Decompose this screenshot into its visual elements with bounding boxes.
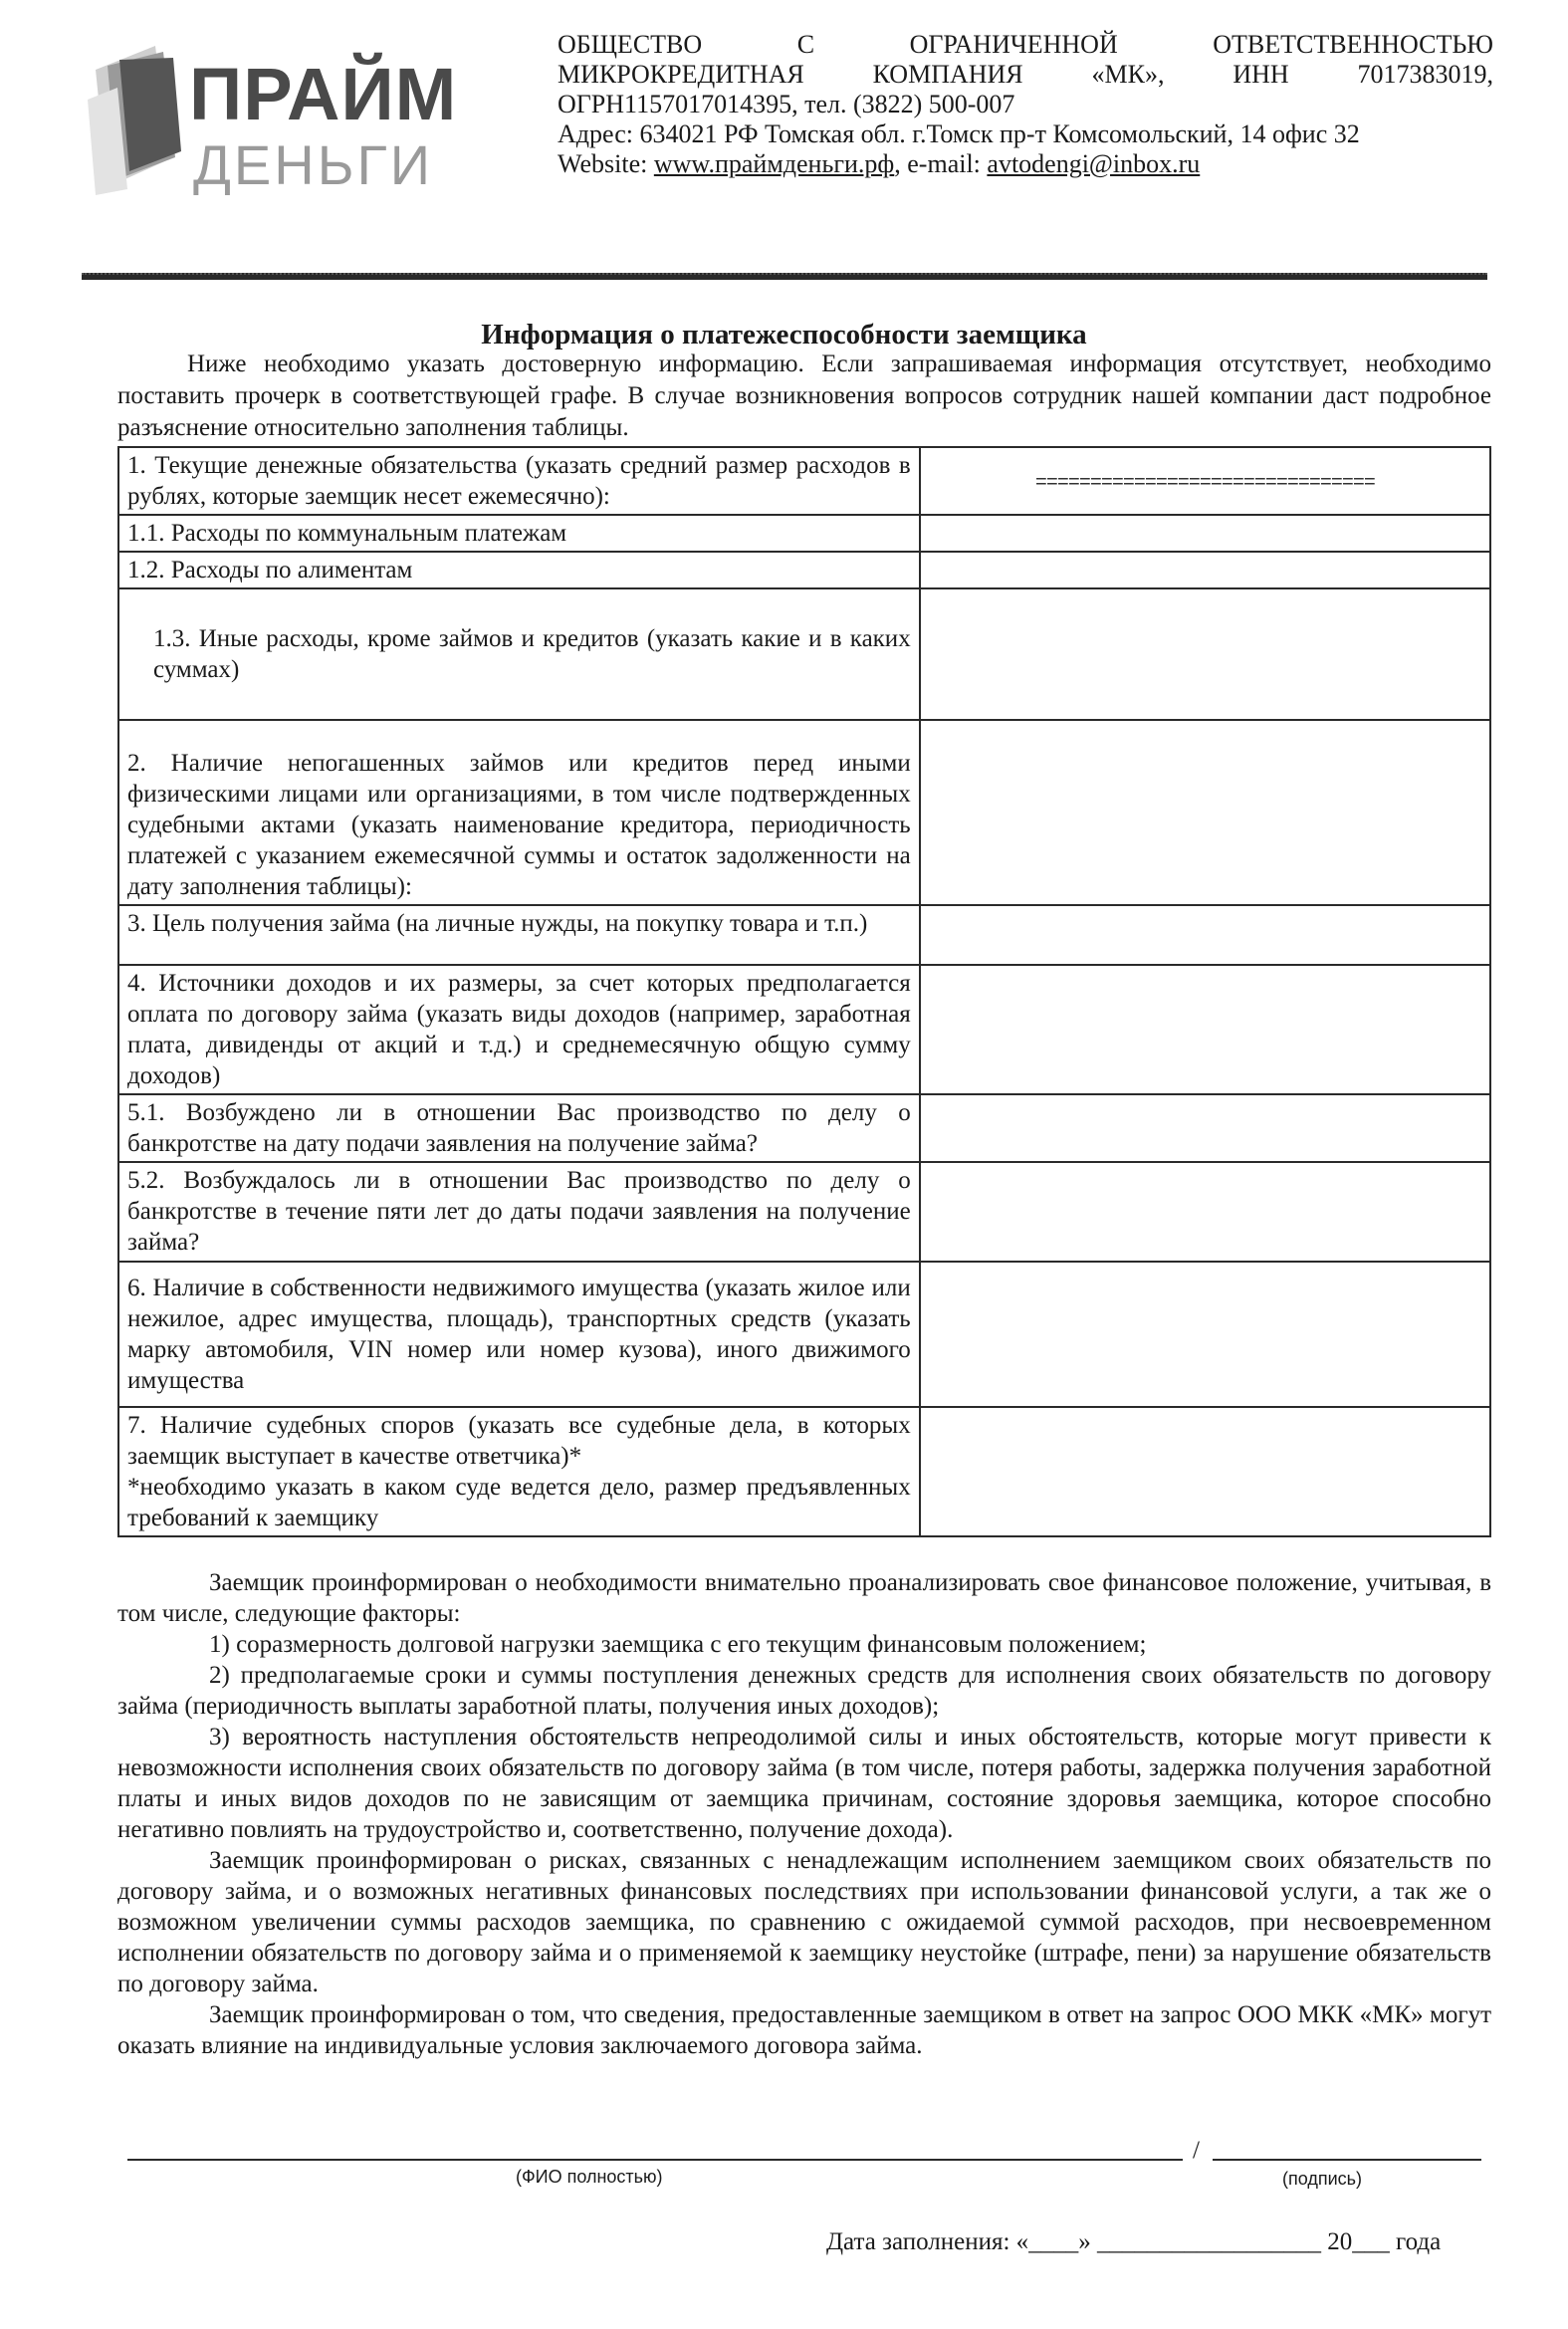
answer-dashes: =============================== [1034,472,1375,495]
question-cell: 1.1. Расходы по коммунальным платежам [118,515,920,552]
table-row [118,588,1490,720]
logo-text-secondary: ДЕНЬГИ [193,133,434,196]
question-cell: 5.2. Возбуждалось ли в отношении Вас производство по делу о банкротстве в течение пяти лет до даты подачи заявления на получение займа? [118,1162,920,1262]
company-address: Адрес: 634021 РФ Томская обл. г.Томск пр-т Комсомольский, 14 офис 32 [558,119,1360,148]
answer-cell [920,447,1490,515]
table-row [118,1094,1490,1162]
question-cell: 1.3. Иные расходы, кроме займов и кредитов (указать какие и в каких суммах) [118,588,920,720]
borrower-notice [117,1567,1491,2061]
signature-block [117,2129,1491,2189]
answer-field[interactable] [920,1262,1490,1407]
answer-field[interactable] [920,1162,1490,1262]
answer-field[interactable] [920,515,1490,552]
fill-date-line: Дата заполнения: «____» __________________ 20___ года [826,2228,1442,2255]
question-cell: 5.1. Возбуждено ли в отношении Вас производство по делу о банкротстве на дату подачи заявления на получение займа? [118,1094,920,1162]
signature-caption: (подпись) [1282,2169,1363,2189]
question-cell: 1. Текущие денежные обязательства (указать средний размер расходов в рублях, которые заемщик несет ежемесячно): [118,447,920,515]
full-name-field[interactable] [127,2159,1183,2161]
question-cell: 2. Наличие непогашенных займов или кредитов перед иными физическими лицами или организациями, в том числе подтвержденных судебными актами (указать наименование кредитора, периодичность платежей с указанием ежемесячной суммы и остаток задолженности на дату заполнения таблицы): [118,720,920,905]
answer-field[interactable] [920,905,1490,965]
signature-field[interactable] [1213,2159,1481,2161]
table-row [118,447,1490,515]
full-name-caption: (ФИО полностью) [516,2167,663,2187]
answer-field[interactable] [920,552,1490,588]
company-name-line-1: ОБЩЕСТВО С ОГРАНИЧЕННОЙ ОТВЕТСТВЕННОСТЬЮ [558,30,1493,59]
table-row [118,1407,1490,1536]
borrower-info-table [117,446,1491,1537]
document-title: Информация о платежеспособности заемщика [481,319,1087,350]
answer-field[interactable] [920,588,1490,720]
logo-emblem-icon [78,40,187,199]
table-row [118,1262,1490,1407]
date-day-field[interactable]: ____ [1028,2228,1079,2255]
answer-field[interactable] [920,1094,1490,1162]
date-year-field[interactable]: ___ [1352,2228,1390,2255]
answer-field[interactable] [920,1407,1490,1536]
fill-date-label: Дата заполнения: « [826,2228,1029,2255]
email-link[interactable]: avtodengi@inbox.ru [987,149,1201,178]
signature-separator: / [1193,2137,1200,2164]
question-cell: 7. Наличие судебных споров (указать все судебные дела, в которых заемщик выступает в качестве ответчика)* *необходимо указать в каком суде ведется дело, размер предъявленных требований к заемщику [118,1407,920,1536]
company-logo [78,40,456,199]
question-cell: 4. Источники доходов и их размеры, за счет которых предполагается оплата по договору займа (указать виды доходов (например, заработная плата, дивиденды от акций и т.д.) и среднемесячную общую сумму доходов) [118,965,920,1094]
table-row [118,965,1490,1094]
logo-text-primary: ПРАЙМ [189,53,458,135]
table-row [118,905,1490,965]
intro-paragraph: Ниже необходимо указать достоверную информацию. Если запрашиваемая информация отсутствует, необходимо поставить прочерк в соответствующей графе. В случае возникновения вопросов сотрудник нашей компании даст подробное разъяснение относительно заполнения таблицы. [117,350,1491,441]
company-contacts: Website: www.праймденьги.рф, e-mail: avtodengi@inbox.ru [558,149,1201,178]
date-month-field[interactable]: __________________ [1096,2228,1321,2255]
question-cell: 6. Наличие в собственности недвижимого имущества (указать жилое или нежилое, адрес имущества, площадь), транспортных средств (указать марку автомобиля, VIN номер или номер кузова), иного движимого имущества [118,1262,920,1407]
notice-paragraph: Заемщик проинформирован о рисках, связанных с ненадлежащим исполнением заемщиком своих обязательств по договору займа, и о возможных негативных финансовых последствиях при использовании финансовой услуги, а так же о возможном увеличении суммы расходов заемщика, по сравнению с ожидаемой суммой расходов, при несвоевременном исполнении обязательств по договору займа и о применяемой к заемщику неустойке (штрафе, пени) за нарушение обязательств по договору займа. [117,1847,1491,1997]
table-row [118,720,1490,905]
notice-paragraph: Заемщик проинформирован о необходимости внимательно проанализировать свое финансовое положение, учитывая, в том числе, следующие факторы: [117,1569,1491,1627]
company-name-line-2: МИКРОКРЕДИТНАЯ КОМПАНИЯ «МК», ИНН 7017383019, [558,60,1493,89]
question-cell: 3. Цель получения займа (на личные нужды, на покупку товара и т.п.) [118,905,920,965]
header-divider [82,273,1487,280]
document-header [0,0,1568,299]
table-row [118,552,1490,588]
notice-paragraph: Заемщик проинформирован о том, что сведения, предоставленные заемщиком в ответ на запрос ООО МКК «МК» могут оказать влияние на индивидуальные условия заключаемого договора займа. [117,2001,1491,2059]
notice-factor-2: 2) предполагаемые сроки и суммы поступления денежных средств для исполнения своих обязательств по договору займа (периодичность выплаты заработной платы, получения иных доходов); [117,1662,1491,1720]
website-link[interactable]: www.праймденьги.рф [653,149,895,178]
table-row [118,1162,1490,1262]
company-details [558,30,1493,179]
question-cell: 1.2. Расходы по алиментам [118,552,920,588]
answer-field[interactable] [920,965,1490,1094]
question-footnote: *необходимо указать в каком суде ведется дело, размер предъявленных требований к заемщику [127,1474,911,1531]
answer-field[interactable] [920,720,1490,905]
notice-factor-1: 1) соразмерность долговой нагрузки заемщика с его текущим финансовым положением; [209,1631,1147,1658]
table-row [118,515,1490,552]
notice-factor-3: 3) вероятность наступления обстоятельств непреодолимой силы и иных обстоятельств, которые могут привести к невозможности исполнения своих обязательств по договору займа (в том числе, потеря работы, задержка получения заработной платы и иных видов доходов по не зависящим от заемщика причинам, состояние здоровья заемщика, которое способно негативно повлиять на трудоустройство и, соответственно, получение дохода). [117,1724,1491,1843]
company-registration: ОГРН1157017014395, тел. (3822) 500-007 [558,90,1015,118]
